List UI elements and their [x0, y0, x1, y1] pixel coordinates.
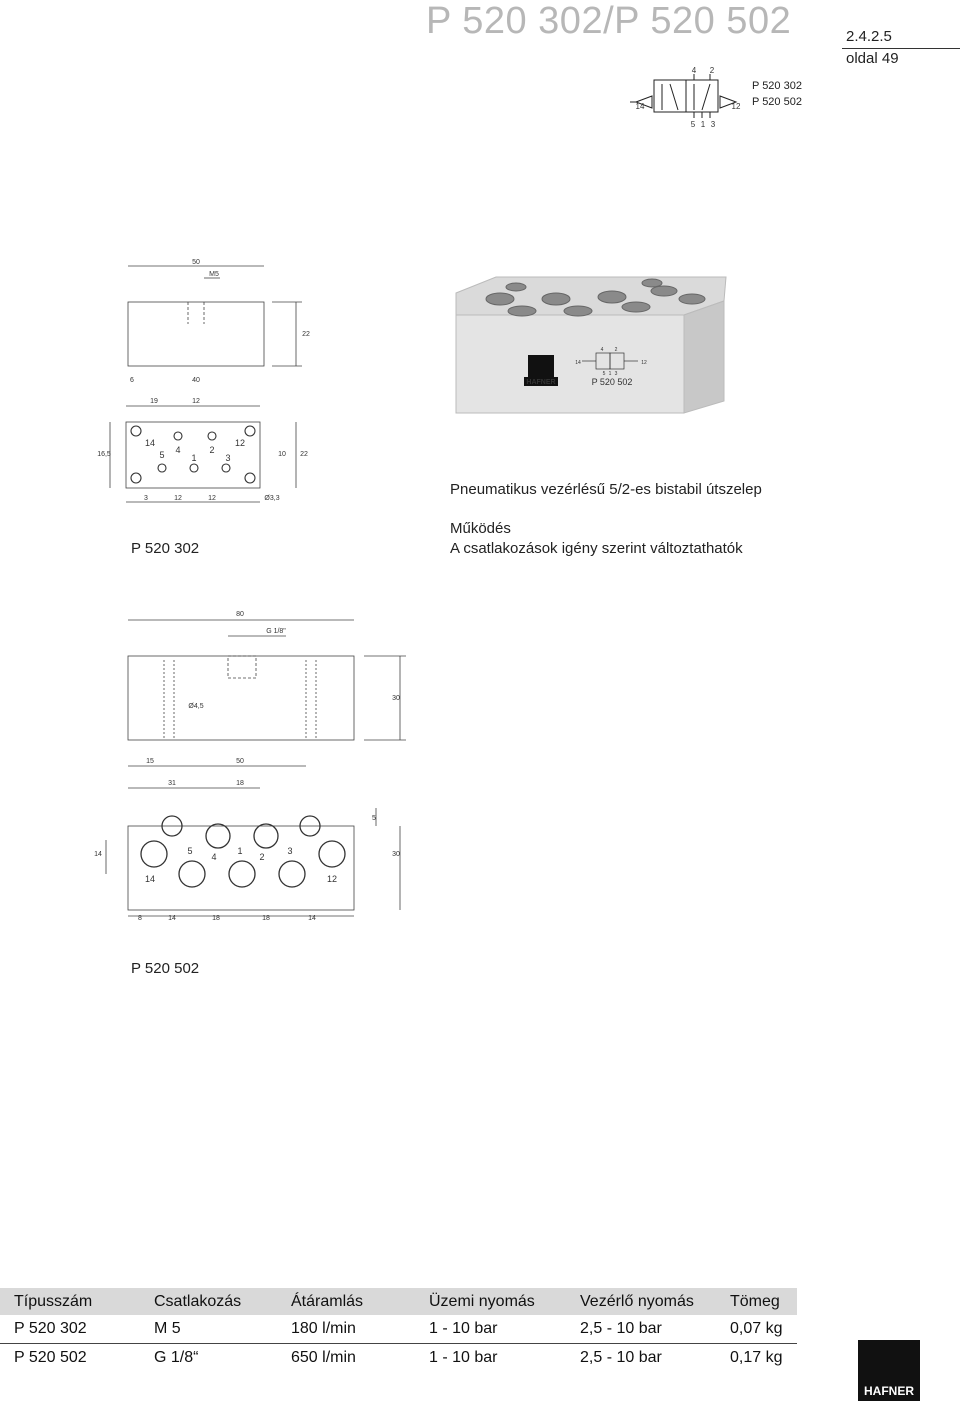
port-502-3: 3 [287, 846, 293, 856]
dim-302-16-5: 16,5 [97, 451, 111, 458]
dim-302-10: 10 [278, 451, 286, 458]
product-photo [452, 275, 728, 417]
table-row [0, 1315, 797, 1344]
dim-502-30b: 30 [392, 851, 400, 858]
cell-pilot-pressure: 2,5 - 10 bar [580, 1349, 662, 1366]
dim-302-m5: M5 [209, 271, 219, 278]
symbol-model-1: P 520 302 [752, 80, 802, 92]
dim-502-50: 50 [236, 758, 244, 765]
product-description: Pneumatikus vezérlésű 5/2-es bistabil útszelep [450, 481, 762, 498]
cell-connection: G 1/8“ [154, 1349, 199, 1366]
dim-302-12: 12 [192, 398, 200, 405]
dim-302-d33: Ø3,3 [264, 495, 280, 502]
dim-502-5: 5 [372, 815, 376, 822]
cell-type: P 520 502 [14, 1349, 87, 1366]
cell-operating-pressure: 1 - 10 bar [415, 1315, 566, 1344]
dim-302-22: 22 [302, 331, 310, 338]
symbol-port-3: 3 [710, 120, 716, 129]
photo-port-3: 3 [614, 371, 618, 377]
port-502-2: 2 [259, 852, 265, 862]
symbol-port-1: 1 [700, 120, 706, 129]
cell-type: P 520 302 [0, 1315, 140, 1344]
dim-502-18c: 18 [262, 915, 270, 922]
dim-502-14: 14 [94, 851, 102, 858]
symbol-port-12: 12 [731, 102, 741, 111]
dim-302-40: 40 [192, 377, 200, 384]
dim-502-18: 18 [236, 780, 244, 787]
port-502-5: 5 [187, 846, 193, 856]
photo-model-label: P 520 502 [591, 377, 633, 387]
symbol-port-5: 5 [690, 120, 696, 129]
photo-port-1: 1 [608, 371, 612, 377]
dim-502-80: 80 [236, 611, 244, 618]
specs-header-row [0, 1288, 797, 1315]
col-connection: Csatlakozás [140, 1288, 277, 1315]
dim-502-8: 8 [138, 915, 142, 922]
port-302-4: 4 [175, 445, 181, 455]
header-rule [842, 48, 960, 49]
drawing-p520302 [96, 256, 316, 508]
cell-weight: 0,17 kg [730, 1349, 783, 1366]
photo-port-14: 14 [575, 360, 581, 366]
dim-302-19: 19 [150, 398, 158, 405]
page-title: P 520 302/P 520 502 [426, 0, 792, 42]
section-number: 2.4.2.5 [846, 28, 892, 45]
page-number: oldal 49 [846, 50, 899, 67]
logo-text: HAFNER [864, 1384, 914, 1398]
specs-table [0, 1288, 797, 1372]
dim-502-d45: Ø4,5 [188, 703, 204, 710]
function-text: A csatlakozások igény szerint változtathatók [450, 540, 743, 557]
dim-502-31: 31 [168, 780, 176, 787]
col-pilot-pressure: Vezérlő nyomás [566, 1288, 716, 1315]
symbol-port-4: 4 [691, 66, 697, 75]
col-type: Típusszám [0, 1288, 140, 1315]
model-label-p520502: P 520 502 [131, 960, 200, 977]
cell-weight: 0,07 kg [716, 1315, 797, 1344]
symbol-port-14: 14 [635, 102, 645, 111]
col-weight: Tömeg [716, 1288, 797, 1315]
dim-502-15: 15 [146, 758, 154, 765]
dim-302-22b: 22 [300, 451, 308, 458]
cell-operating-pressure: 1 - 10 bar [429, 1349, 498, 1366]
cell-pilot-pressure: 2,5 - 10 bar [566, 1315, 716, 1344]
port-302-2: 2 [209, 445, 215, 455]
photo-port-12: 12 [641, 360, 647, 366]
dim-302-12b: 12 [208, 495, 216, 502]
valve-symbol [628, 66, 741, 130]
dim-302-6: 6 [130, 377, 134, 384]
port-302-5: 5 [159, 450, 165, 460]
photo-port-5: 5 [602, 371, 606, 377]
drawing-p520502 [92, 604, 422, 930]
dim-502-g18: G 1/8" [266, 628, 286, 635]
port-502-4: 4 [211, 852, 217, 862]
symbol-port-2: 2 [709, 66, 715, 75]
photo-brand: HAFNER [526, 379, 556, 386]
dim-502-14b: 14 [168, 915, 176, 922]
dim-302-12a: 12 [174, 495, 182, 502]
dim-302-50: 50 [192, 259, 200, 266]
dim-302-3: 3 [144, 495, 148, 502]
port-302-14: 14 [144, 438, 156, 448]
photo-port-2: 2 [614, 347, 618, 353]
port-302-1: 1 [191, 453, 197, 463]
port-302-3: 3 [225, 453, 231, 463]
col-flow: Átáramlás [277, 1288, 415, 1315]
hafner-logo [858, 1340, 920, 1401]
dim-502-18b: 18 [212, 915, 220, 922]
cell-flow: 180 l/min [277, 1315, 415, 1344]
photo-port-4: 4 [600, 347, 604, 353]
dim-502-30: 30 [392, 695, 400, 702]
cell-connection: M 5 [140, 1315, 277, 1344]
port-502-1: 1 [237, 846, 243, 856]
col-operating-pressure: Üzemi nyomás [415, 1288, 566, 1315]
port-302-12: 12 [234, 438, 246, 448]
cell-flow: 650 l/min [291, 1349, 356, 1366]
port-502-12: 12 [326, 874, 338, 884]
table-row [0, 1344, 797, 1373]
model-label-p520302: P 520 302 [131, 540, 200, 557]
dim-502-14c: 14 [308, 915, 316, 922]
function-heading: Működés [450, 520, 511, 537]
symbol-model-2: P 520 502 [752, 96, 802, 108]
port-502-14: 14 [144, 874, 156, 884]
